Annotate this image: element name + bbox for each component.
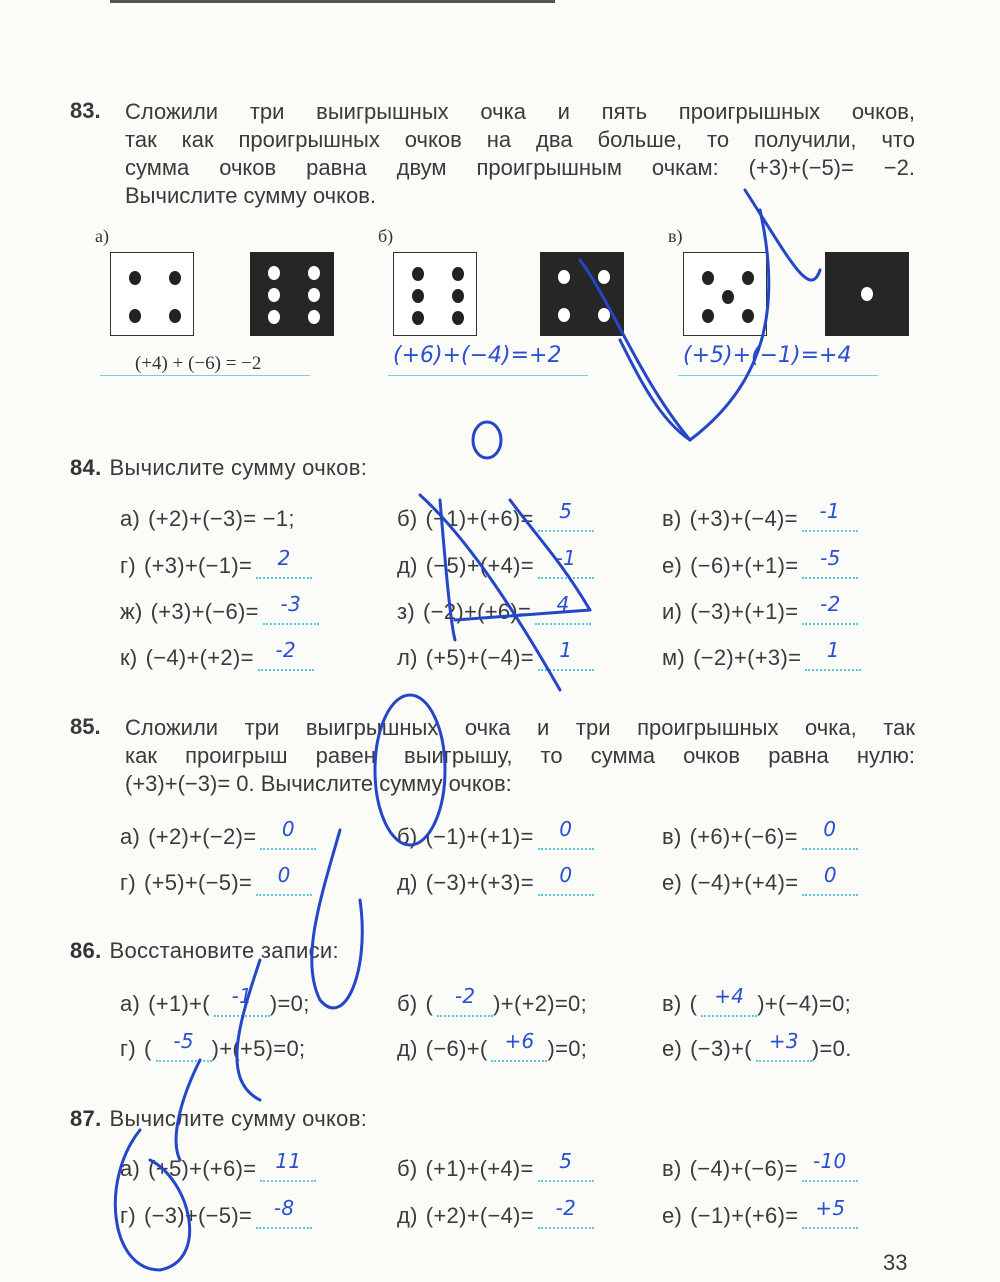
- expression-end: )=0;: [547, 1036, 588, 1061]
- answer-field[interactable]: [256, 1196, 312, 1229]
- pip: [598, 270, 610, 284]
- item-label: к): [120, 645, 138, 670]
- answer-field[interactable]: [258, 638, 314, 671]
- item-label: в): [662, 824, 682, 849]
- expression: (−3)+(+3)=: [425, 870, 534, 895]
- dice-item-label: б): [378, 226, 394, 246]
- expression: (−4)+(−6)=: [689, 1156, 798, 1181]
- handwritten-answer: 0: [823, 863, 837, 887]
- pip: [722, 290, 734, 304]
- exercise-item: [397, 1196, 594, 1229]
- pip: [169, 309, 181, 323]
- top-rule: [110, 0, 555, 3]
- exercise-item: [120, 506, 295, 532]
- handwritten-answer: 5: [559, 1149, 573, 1173]
- handwritten-answer: -10: [813, 1149, 847, 1173]
- problem-85-line: Сложили три выигрышных очка и три проигрышных очка, так: [125, 715, 915, 740]
- handwritten-answer: 0: [277, 863, 291, 887]
- item-label: з): [397, 599, 416, 624]
- black-die: [250, 252, 334, 336]
- answer-field[interactable]: [437, 984, 493, 1017]
- expression: (+5)+(−5)=: [143, 870, 253, 895]
- exercise-item: [120, 638, 314, 671]
- expression: (−4)+(+4)=: [690, 870, 799, 895]
- answer-field[interactable]: [756, 1029, 812, 1062]
- expression: (+6)+(−6)=: [689, 824, 798, 849]
- pip: [268, 310, 280, 324]
- exercise-item: [397, 546, 594, 579]
- expression: (+2)+(−4)=: [425, 1203, 534, 1228]
- expression: (+3)+(−6)=: [150, 599, 259, 624]
- problem-85-line: как проигрыш равен выигрышу, то сумма очков равна нулю:: [125, 743, 915, 768]
- expression: (+3)+(−4)=: [689, 506, 798, 531]
- item-label: г): [120, 1203, 136, 1228]
- expression: (−1)+(+6)=: [425, 506, 534, 531]
- black-die: [540, 252, 624, 336]
- answer-field[interactable]: [538, 817, 594, 850]
- exercise-item: [662, 546, 858, 579]
- pen-stroke: [237, 960, 260, 1100]
- pip: [742, 309, 754, 323]
- problem-83-number: 83.: [70, 98, 101, 123]
- exercise-item: [120, 546, 312, 579]
- handwritten-answer: +4: [714, 984, 745, 1008]
- item-label: а): [120, 1156, 141, 1181]
- answer-underline: [388, 345, 588, 376]
- item-label: б): [397, 991, 418, 1016]
- exercise-item: [120, 984, 310, 1017]
- answer-field[interactable]: [802, 499, 858, 532]
- expression-start: (: [143, 1036, 152, 1061]
- expression: (+1)+(+4)=: [425, 1156, 534, 1181]
- exercise-item: [662, 1149, 858, 1182]
- answer-field[interactable]: [535, 592, 591, 625]
- handwritten-answer: -2: [454, 984, 476, 1008]
- pip: [452, 311, 464, 325]
- expression-start: (: [689, 991, 698, 1016]
- exercise-item: [662, 1196, 858, 1229]
- pip: [412, 267, 424, 281]
- pip: [861, 287, 873, 301]
- pip: [169, 271, 181, 285]
- exercise-item: [120, 1196, 312, 1229]
- item-label: л): [397, 645, 418, 670]
- expression: (−1)+(+1)=: [425, 824, 534, 849]
- handwritten-answer: -2: [820, 592, 841, 616]
- expression: (−5)+(+4)=: [425, 553, 534, 578]
- pip: [742, 271, 754, 285]
- black-die: [825, 252, 909, 336]
- handwritten-answer: +3: [768, 1029, 799, 1053]
- item-label: д): [397, 1036, 418, 1061]
- pip: [558, 270, 570, 284]
- expression: (−6)+(+1)=: [690, 553, 799, 578]
- exercise-item: [120, 1149, 316, 1182]
- pip: [452, 267, 464, 281]
- exercise-item: [662, 863, 858, 896]
- expression: (+3)+(−1)=: [143, 553, 253, 578]
- expression-end: )+(+5)=0;: [211, 1036, 306, 1061]
- answer-field[interactable]: [802, 1149, 858, 1182]
- expression-end: )=0.: [811, 1036, 852, 1061]
- item-label: е): [662, 1036, 683, 1061]
- expression: (−2)+(+6)=: [423, 599, 532, 624]
- expression: (+2)+(−2)=: [148, 824, 257, 849]
- item-label: г): [120, 553, 136, 578]
- answer-field[interactable]: [802, 592, 858, 625]
- handwritten-answer: -5: [173, 1029, 194, 1053]
- answer-field[interactable]: [802, 863, 858, 896]
- pip: [129, 271, 141, 285]
- handwritten-answer: 1: [559, 638, 573, 662]
- item-label: е): [662, 870, 683, 895]
- handwritten-answer: 0: [559, 817, 573, 841]
- handwritten-answer: -1: [231, 984, 253, 1008]
- pip: [308, 310, 320, 324]
- handwritten-answer: -1: [555, 546, 577, 570]
- answer-field[interactable]: [805, 638, 861, 671]
- expression: (+2)+(−3)= −1;: [148, 506, 295, 531]
- pip: [702, 271, 714, 285]
- answer-field[interactable]: [802, 1196, 858, 1229]
- problem-85-line: (+3)+(−3)= 0. Вычислите сумму очков:: [125, 771, 512, 796]
- answer-field[interactable]: [538, 546, 594, 579]
- item-label: а): [120, 991, 141, 1016]
- item-label: м): [662, 645, 686, 670]
- pip: [129, 309, 141, 323]
- pip: [268, 266, 280, 280]
- item-label: б): [397, 1156, 418, 1181]
- item-label: в): [662, 991, 682, 1016]
- expression: (−3)+(+1)=: [690, 599, 799, 624]
- answer-field[interactable]: [538, 1149, 594, 1182]
- exercise-item: [397, 984, 587, 1017]
- handwritten-answer: 1: [826, 638, 840, 662]
- item-label: г): [120, 1036, 136, 1061]
- pen-stroke: [115, 1130, 189, 1270]
- pip: [412, 311, 424, 325]
- dice-answer: (+6)+(−4)=+2: [393, 343, 562, 368]
- pip: [268, 288, 280, 302]
- exercise-item: [662, 499, 858, 532]
- exercise-item: [397, 638, 594, 671]
- handwritten-answer: 5: [559, 499, 573, 523]
- expression-start: (: [425, 991, 434, 1016]
- exercise-item: [662, 817, 858, 850]
- exercise-item: [397, 592, 591, 625]
- pip: [308, 288, 320, 302]
- answer-field[interactable]: [802, 817, 858, 850]
- handwritten-answer: -1: [819, 499, 841, 523]
- pip: [452, 289, 464, 303]
- item-label: д): [397, 553, 418, 578]
- exercise-item: [120, 592, 319, 625]
- handwritten-answer: 0: [823, 817, 837, 841]
- pip: [412, 289, 424, 303]
- handwritten-answer: 11: [275, 1149, 302, 1173]
- problem-85-number: 85.: [70, 714, 101, 739]
- item-label: а): [120, 506, 141, 531]
- exercise-item: [397, 1029, 588, 1062]
- handwritten-answer: -2: [275, 638, 296, 662]
- exercise-item: [397, 817, 594, 850]
- problem-83-line: Сложили три выигрышных очка и пять проигрышных очков,: [125, 99, 915, 124]
- item-label: в): [662, 1156, 682, 1181]
- handwritten-answer: +6: [504, 1029, 535, 1053]
- dice-answer: (+4) + (−6) = −2: [135, 353, 262, 374]
- exercise-item: [120, 817, 316, 850]
- white-die: [393, 252, 477, 336]
- page-number: 33: [883, 1250, 908, 1275]
- answer-field[interactable]: [260, 817, 316, 850]
- pip: [702, 309, 714, 323]
- item-label: в): [662, 506, 682, 531]
- problem-86-title: Восстановите записи:: [109, 938, 339, 963]
- handwritten-answer: -3: [280, 592, 302, 616]
- expression: (−4)+(+2)=: [145, 645, 254, 670]
- handwritten-answer: +5: [815, 1196, 846, 1220]
- handwritten-answer: 0: [559, 863, 573, 887]
- expression: (−3)+(−5)=: [143, 1203, 253, 1228]
- answer-field[interactable]: [156, 1029, 212, 1062]
- pip: [598, 308, 610, 322]
- expression: (+5)+(−4)=: [425, 645, 534, 670]
- pip: [558, 308, 570, 322]
- item-label: д): [397, 870, 418, 895]
- dice-item-label: а): [95, 226, 109, 246]
- item-label: е): [662, 1203, 683, 1228]
- handwritten-answer: -5: [820, 546, 841, 570]
- pen-stroke: [312, 830, 363, 1008]
- answer-field[interactable]: [802, 546, 858, 579]
- answer-field[interactable]: [256, 546, 312, 579]
- expression: (−2)+(+3)=: [693, 645, 802, 670]
- answer-underline: [100, 345, 310, 376]
- handwritten-answer: 2: [277, 546, 291, 570]
- exercise-item: [397, 1149, 594, 1182]
- exercise-item: [397, 499, 594, 532]
- item-label: д): [397, 1203, 418, 1228]
- problem-84-heading: [70, 455, 367, 481]
- exercise-item: [662, 984, 852, 1017]
- answer-field[interactable]: [538, 1196, 594, 1229]
- exercise-item: [120, 863, 312, 896]
- handwritten-answer: 4: [556, 592, 570, 616]
- item-label: е): [662, 553, 683, 578]
- exercise-item: [662, 592, 858, 625]
- item-label: а): [120, 824, 141, 849]
- answer-field[interactable]: [491, 1029, 547, 1062]
- white-die: [683, 252, 767, 336]
- problem-84-title: Вычислите сумму очков:: [109, 455, 368, 480]
- answer-field[interactable]: [263, 592, 319, 625]
- exercise-item: [120, 1029, 306, 1062]
- dice-answer: (+5)+(−1)=+4: [683, 343, 852, 368]
- answer-field[interactable]: [538, 499, 594, 532]
- item-label: б): [397, 506, 418, 531]
- expression-end: )+(−4)=0;: [757, 991, 852, 1016]
- answer-field[interactable]: [538, 863, 594, 896]
- problem-87-title: Вычислите сумму очков:: [109, 1106, 368, 1131]
- exercise-item: [662, 638, 861, 671]
- exercise-item: [662, 1029, 852, 1062]
- expression-start: (−6)+(: [425, 1036, 488, 1061]
- expression-end: )=0;: [269, 991, 310, 1016]
- expression: (+5)+(+6)=: [148, 1156, 257, 1181]
- pen-stroke: [473, 422, 501, 458]
- problem-83-line: сумма очков равна двум проигрышным очкам: (+3)+(−5)= −2.: [125, 155, 915, 180]
- white-die: [110, 252, 194, 336]
- answer-field[interactable]: [260, 1149, 316, 1182]
- problem-84-number: 84.: [70, 455, 102, 480]
- item-label: ж): [120, 599, 143, 624]
- item-label: б): [397, 824, 418, 849]
- item-label: г): [120, 870, 136, 895]
- answer-field[interactable]: [214, 984, 270, 1017]
- expression: (−1)+(+6)=: [690, 1203, 799, 1228]
- expression-start: (+1)+(: [148, 991, 210, 1016]
- problem-83-line: так как проигрышных очков на два больше, то получили, что: [125, 127, 915, 152]
- handwritten-answer: -2: [555, 1196, 577, 1220]
- item-label: и): [662, 599, 683, 624]
- expression-start: (−3)+(: [690, 1036, 752, 1061]
- handwritten-answer: -8: [273, 1196, 295, 1220]
- answer-field[interactable]: [256, 863, 312, 896]
- expression-end: )+(+2)=0;: [493, 991, 587, 1016]
- exercise-item: [397, 863, 594, 896]
- problem-86-number: 86.: [70, 938, 102, 963]
- problem-87-number: 87.: [70, 1106, 102, 1131]
- pip: [308, 266, 320, 280]
- answer-field[interactable]: [538, 638, 594, 671]
- answer-underline: [678, 345, 878, 376]
- problem-83-line: Вычислите сумму очков.: [125, 183, 377, 208]
- problem-86-heading: [70, 938, 339, 964]
- problem-87-heading: [70, 1106, 367, 1132]
- handwritten-answer: 0: [281, 817, 295, 841]
- answer-field[interactable]: [701, 984, 757, 1017]
- dice-item-label: в): [668, 226, 683, 246]
